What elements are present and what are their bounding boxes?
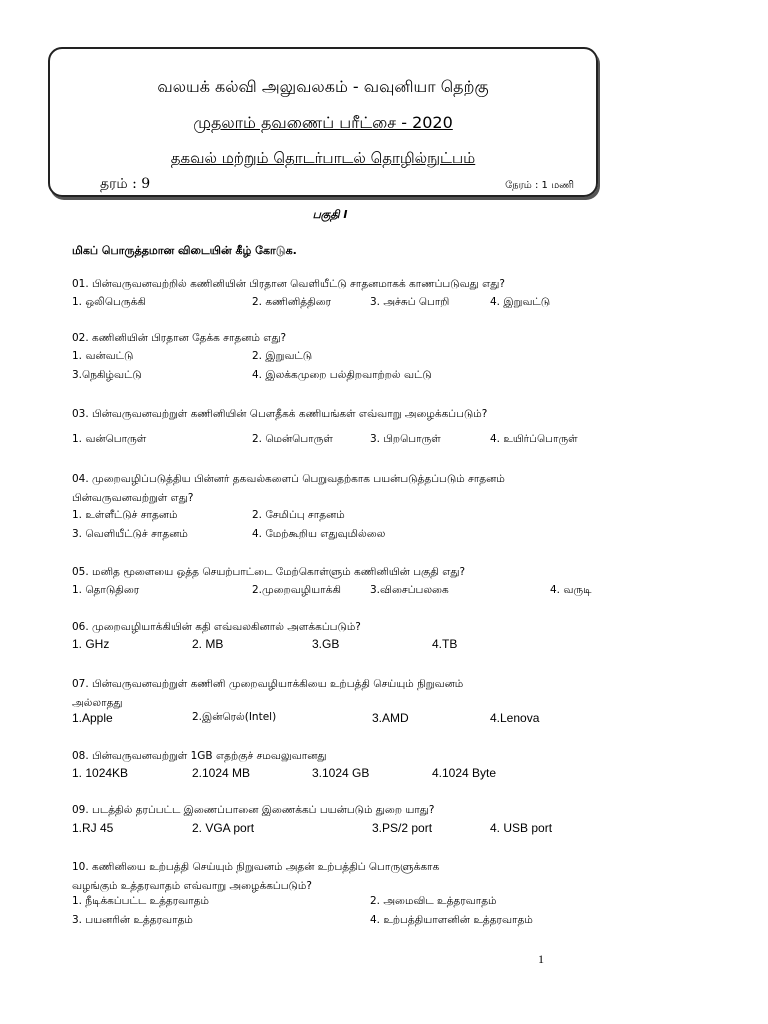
answer-option: 4.Lenova (490, 711, 540, 725)
question-text: 08. பின்வருவனவற்றுள் 1GB எதற்குச் சமவலுவானது (72, 750, 327, 762)
answer-option: 1. வன்பொருள் (72, 433, 147, 445)
question-8 (72, 748, 327, 767)
answer-option: 4. உற்பத்தியாளனின் உத்தரவாதம் (370, 914, 533, 926)
answer-option: 4.1024 Byte (432, 766, 497, 780)
answer-option: 4. உயிர்ப்பொருள் (490, 433, 578, 445)
instruction: மிகப் பொருத்தமான விடையின் கீழ் கோடுக. (72, 244, 297, 257)
answer-option: 2. மென்பொருள் (252, 433, 333, 445)
question-text: பின்வருவனவற்றுள் எது? (72, 492, 194, 504)
answer-option: 2. இறுவட்டு (252, 350, 313, 362)
header-box (48, 47, 598, 197)
answer-option: 1. நீடிக்கப்பட்ட உத்தரவாதம் (72, 895, 210, 907)
answer-option: 4. USB port (490, 821, 553, 835)
answer-option: 1. வன்வட்டு (72, 350, 134, 362)
answer-option: 4.TB (432, 637, 458, 651)
question-7 (72, 676, 463, 714)
answer-option: 2.இன்ரெல்(Intel) (192, 711, 277, 723)
answer-option: 1. GHz (72, 637, 110, 651)
question-text: 09. படத்தில் தரப்பட்ட இணைப்பானை இணைக்கப் பயன்படும் துறை யாது? (72, 804, 435, 816)
question-text: 10. கணினியை உற்பத்தி செய்யும் நிறுவனம் அதன் உற்பத்திப் பொருளுக்காக (72, 861, 440, 873)
answer-option: 1.RJ 45 (72, 821, 114, 835)
question-5 (72, 564, 465, 583)
answer-option: 3. வெளியீட்டுச் சாதனம் (72, 528, 188, 540)
question-text: 02. கணினியின் பிரதான தேக்க சாதனம் எது? (72, 332, 287, 344)
question-text: 01. பின்வருவனவற்றில் கணினியின் பிரதான வெளியீட்டு சாதனமாகக் காணப்படுவது எது? (72, 278, 505, 290)
exam-title: முதலாம் தவணைப் பரீட்சை - 2020 (193, 113, 453, 132)
question-text: அல்லாதது (72, 697, 123, 709)
question-text: 06. முறைவழியாக்கியின் கதி எவ்வலகினால் அளக்கப்படும்? (72, 621, 361, 633)
answer-option: 1. ஒலிபெருக்கி (72, 296, 146, 308)
answer-option: 3. அச்சுப் பொறி (370, 296, 450, 308)
question-10 (72, 859, 439, 897)
grade-label: தரம் : 9 (100, 176, 151, 192)
answer-option: 1. 1024KB (72, 766, 129, 780)
answer-option: 2. அமைவிட உத்தரவாதம் (370, 895, 497, 907)
answer-option: 3.PS/2 port (372, 821, 433, 835)
answer-option: 2. MB (192, 637, 224, 651)
answer-option: 3.விசைப்பலகை (370, 584, 449, 596)
answer-option: 3. பிறபொருள் (370, 433, 441, 445)
answer-option: 4. இறுவட்டு (490, 296, 551, 308)
answer-option: 2. கணினித்திரை (252, 296, 332, 308)
question-text: 05. மனித மூளையை ஒத்த செயற்பாட்டை மேற்கொள்ளும் கணினியின் பகுதி எது? (72, 566, 466, 578)
answer-option: 2. VGA port (192, 821, 255, 835)
answer-option: 4. மேற்கூறிய எதுவுமில்லை (252, 528, 386, 540)
question-text: 04. முறைவழிப்படுத்திய பின்னர் தகவல்களைப் பெறுவதற்காக பயன்படுத்தப்படும் சாதனம் (72, 473, 505, 485)
answer-option: 4. வருடி (550, 584, 592, 596)
answer-option: 3.GB (312, 637, 340, 651)
question-3 (72, 406, 487, 425)
answer-option: 2.முறைவழியாக்கி (252, 584, 341, 596)
subject-title: தகவல் மற்றும் தொடர்பாடல் தொழில்நுட்பம் (170, 149, 476, 167)
time-label: நேரம் : 1 மணி (505, 180, 574, 191)
answer-option: 2. சேமிப்பு சாதனம் (252, 509, 345, 521)
answer-option: 3. பயனரின் உத்தரவாதம் (72, 914, 193, 926)
question-4 (72, 471, 505, 509)
answer-option: 4. இலக்கமுறை பல்திறவாற்றல் வட்டு (252, 369, 432, 381)
question-6 (72, 619, 361, 638)
answer-option: 3.நெகிழ்வட்டு (72, 369, 142, 381)
answer-option: 1.Apple (72, 711, 113, 725)
page-number: 1 (538, 952, 544, 966)
question-text: 07. பின்வருவனவற்றுள் கணினி முறைவழியாக்கியை உற்பத்தி செய்யும் நிறுவனம் (72, 678, 464, 690)
question-1 (72, 276, 505, 295)
part-title: பகுதி I (312, 208, 348, 221)
zonal-office-title: வலயக் கல்வி அலுவலகம் - வவுனியா தெற்கு (157, 77, 489, 96)
answer-option: 3.AMD (372, 711, 409, 725)
answer-option: 2.1024 MB (192, 766, 251, 780)
answer-option: 3.1024 GB (312, 766, 370, 780)
answer-option: 1. உள்ளீட்டுச் சாதனம் (72, 509, 178, 521)
question-9 (72, 802, 434, 821)
answer-option: 1. தொடுதிரை (72, 584, 140, 596)
question-text: வழங்கும் உத்தரவாதம் எவ்வாறு அழைக்கப்படும்? (72, 880, 312, 892)
question-2 (72, 330, 286, 349)
question-text: 03. பின்வருவனவற்றுள் கணினியின் பௌதீகக் கணியங்கள் எவ்வாறு அழைக்கப்படும்? (72, 408, 488, 420)
